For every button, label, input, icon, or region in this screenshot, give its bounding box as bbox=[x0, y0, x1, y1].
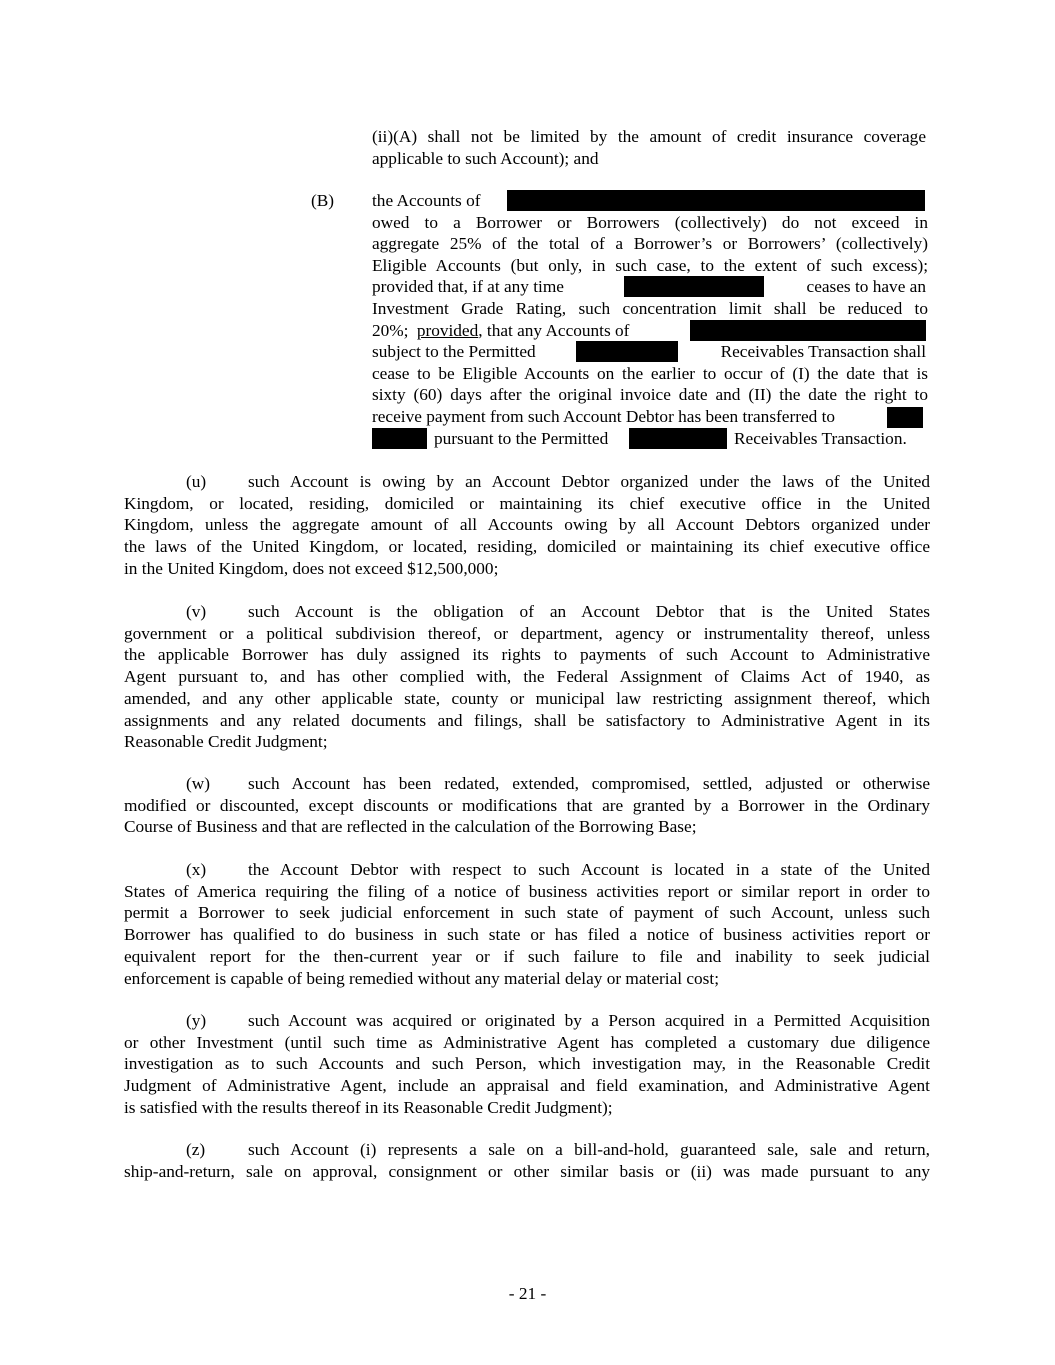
paragraph-first-line bbox=[124, 773, 930, 795]
item-b-label: (B) bbox=[311, 191, 335, 210]
paragraph-line: the applicable Borrower has duly assigned its rights to payments of such Account to Administrative bbox=[124, 645, 930, 665]
item-b-text: ceases to have an bbox=[806, 277, 926, 297]
paragraph-text: the Account Debtor with respect to such Account is located in a state of the United bbox=[248, 860, 930, 879]
paragraph-first-line bbox=[124, 471, 930, 493]
intro-line-2: applicable to such Account); and bbox=[372, 148, 599, 168]
item-b-text: Receivables Transaction. bbox=[734, 428, 907, 448]
item-b-line-7 bbox=[372, 320, 928, 342]
paragraph-line: Kingdom, unless the aggregate amount of all Accounts owing by all Account Debtors organized under bbox=[124, 515, 930, 535]
paragraph-label: (y) bbox=[186, 1011, 207, 1030]
paragraph-line: government or a political subdivision thereof, or department, agency or instrumentality thereof, unless bbox=[124, 623, 930, 643]
paragraph-text: such Account is owing by an Account Debtor organized under the laws of the United bbox=[248, 472, 930, 491]
paragraph-line: enforcement is capable of being remedied without any material delay or material cost; bbox=[124, 968, 720, 988]
item-b-line-9: cease to be Eligible Accounts on the earlier to occur of (I) the date that is bbox=[372, 363, 928, 383]
item-b-text: provided that, if at any time bbox=[372, 277, 564, 297]
item-b-body bbox=[372, 190, 928, 449]
redaction-block bbox=[629, 428, 727, 449]
paragraph-y bbox=[124, 1010, 930, 1119]
paragraph-first-line bbox=[124, 601, 930, 623]
paragraph-line: investigation as to such Accounts and such Person, which investigation may, in the Reasonable Credit bbox=[124, 1054, 930, 1074]
paragraph-text: such Account has been redated, extended, compromised, settled, adjusted or otherwise bbox=[248, 774, 930, 793]
item-b-line-2: owed to a Borrower or Borrowers (collectively) do not exceed in bbox=[372, 212, 928, 232]
paragraph-line: Kingdom, or located, residing, domiciled or maintaining its chief executive office in the United bbox=[124, 493, 930, 513]
paragraph-x bbox=[124, 859, 930, 989]
redaction-block bbox=[690, 320, 926, 341]
page-number: - 21 - bbox=[508, 1284, 547, 1303]
redaction-block bbox=[507, 190, 925, 211]
paragraph-line: ship-and-return, sale on approval, consignment or other similar basis or (ii) was made pursuant to any bbox=[124, 1161, 930, 1181]
item-b-line-1 bbox=[372, 190, 928, 212]
item-b-text: subject to the Permitted bbox=[372, 342, 536, 362]
item-b-line-5 bbox=[372, 276, 928, 298]
paragraph-line: in the United Kingdom, does not exceed $12,500,000; bbox=[124, 558, 499, 578]
item-b-line-8 bbox=[372, 341, 928, 363]
paragraph-label: (z) bbox=[186, 1140, 206, 1159]
paragraph-line: Agent pursuant to, and has other complied with, the Federal Assignment of Claims Act of 1940, as bbox=[124, 667, 930, 687]
paragraph-label: (x) bbox=[186, 860, 207, 879]
redaction-block bbox=[887, 407, 923, 428]
paragraph-line: is satisfied with the results thereof in its Reasonable Credit Judgment); bbox=[124, 1097, 613, 1117]
paragraph-z bbox=[124, 1139, 930, 1182]
paragraph-text: such Account is the obligation of an Account Debtor that is the United States bbox=[248, 602, 930, 621]
paragraph-line: States of America requiring the filing of a notice of business activities report or similar report in order to bbox=[124, 881, 930, 901]
paragraph-text: such Account was acquired or originated by a Person acquired in a Permitted Acquisition bbox=[248, 1011, 930, 1030]
paragraph-text: such Account (i) represents a sale on a bill-and-hold, guaranteed sale, sale and return, bbox=[248, 1140, 930, 1159]
item-b-line-12 bbox=[372, 428, 928, 450]
paragraph-label: (v) bbox=[186, 602, 207, 621]
redaction-block bbox=[576, 341, 678, 362]
item-b-line-4: Eligible Accounts (but only, in such case, to the extent of such excess); bbox=[372, 255, 928, 275]
item-b-line-3: aggregate 25% of the total of a Borrower’s or Borrowers’ (collectively) bbox=[372, 234, 928, 254]
paragraph-line: permit a Borrower to seek judicial enforcement in such state of payment of such Account, unless such bbox=[124, 903, 930, 923]
item-b-text: , that any Accounts of bbox=[478, 320, 630, 340]
item-b-text: receive payment from such Account Debtor has been transferred to bbox=[372, 406, 836, 426]
redaction-block bbox=[624, 276, 764, 297]
paragraph-first-line bbox=[124, 1010, 930, 1032]
paragraph-w bbox=[124, 773, 930, 838]
item-b-text: the Accounts of bbox=[372, 191, 481, 210]
paragraph-line: equivalent report for the then-current year or if such failure to file and inability to seek judicial bbox=[124, 946, 930, 966]
item-b-line-6: Investment Grade Rating, such concentration limit shall be reduced to bbox=[372, 298, 928, 318]
paragraph-label: (u) bbox=[186, 472, 207, 491]
item-b-text: pursuant to the Permitted bbox=[434, 428, 609, 448]
paragraph-line: or other Investment (until such time as Administrative Agent has completed a customary due diligence bbox=[124, 1032, 930, 1052]
paragraph-line: the laws of the United Kingdom, or located, residing, domiciled or maintaining its chief executive office bbox=[124, 537, 930, 557]
paragraph-line: assignments and any related documents and filings, shall be satisfactory to Administrative Agent in its bbox=[124, 710, 930, 730]
paragraph-line: Judgment of Administrative Agent, include an appraisal and field examination, and Administrative Agent bbox=[124, 1076, 930, 1096]
item-b-text: 20%; bbox=[372, 320, 409, 340]
paragraph-first-line bbox=[124, 859, 930, 881]
paragraph-label: (w) bbox=[186, 774, 210, 793]
intro-continuation bbox=[372, 126, 926, 169]
paragraph-u bbox=[124, 471, 930, 580]
item-b-line-11 bbox=[372, 406, 928, 428]
paragraph-line: Course of Business and that are reflected in the calculation of the Borrowing Base; bbox=[124, 817, 697, 837]
item-b-text: Receivables Transaction shall bbox=[720, 342, 926, 362]
item-b-underlined-text: provided bbox=[416, 320, 479, 340]
paragraph-v bbox=[124, 601, 930, 753]
paragraph-first-line bbox=[124, 1139, 930, 1161]
paragraph-line: amended, and any other applicable state, county or municipal law restricting assignment thereof, which bbox=[124, 688, 930, 708]
paragraph-line: modified or discounted, except discounts or modifications that are granted by a Borrower in the Ordinary bbox=[124, 795, 930, 815]
paragraph-line: Borrower has qualified to do business in such state or has filed a notice of business activities report or bbox=[124, 925, 930, 945]
redaction-block bbox=[372, 428, 427, 449]
paragraph-line: Reasonable Credit Judgment; bbox=[124, 732, 328, 752]
item-b-line-10: sixty (60) days after the original invoice date and (II) the date the right to bbox=[372, 385, 928, 405]
intro-line-1: (ii)(A) shall not be limited by the amount of credit insurance coverage bbox=[372, 127, 926, 146]
